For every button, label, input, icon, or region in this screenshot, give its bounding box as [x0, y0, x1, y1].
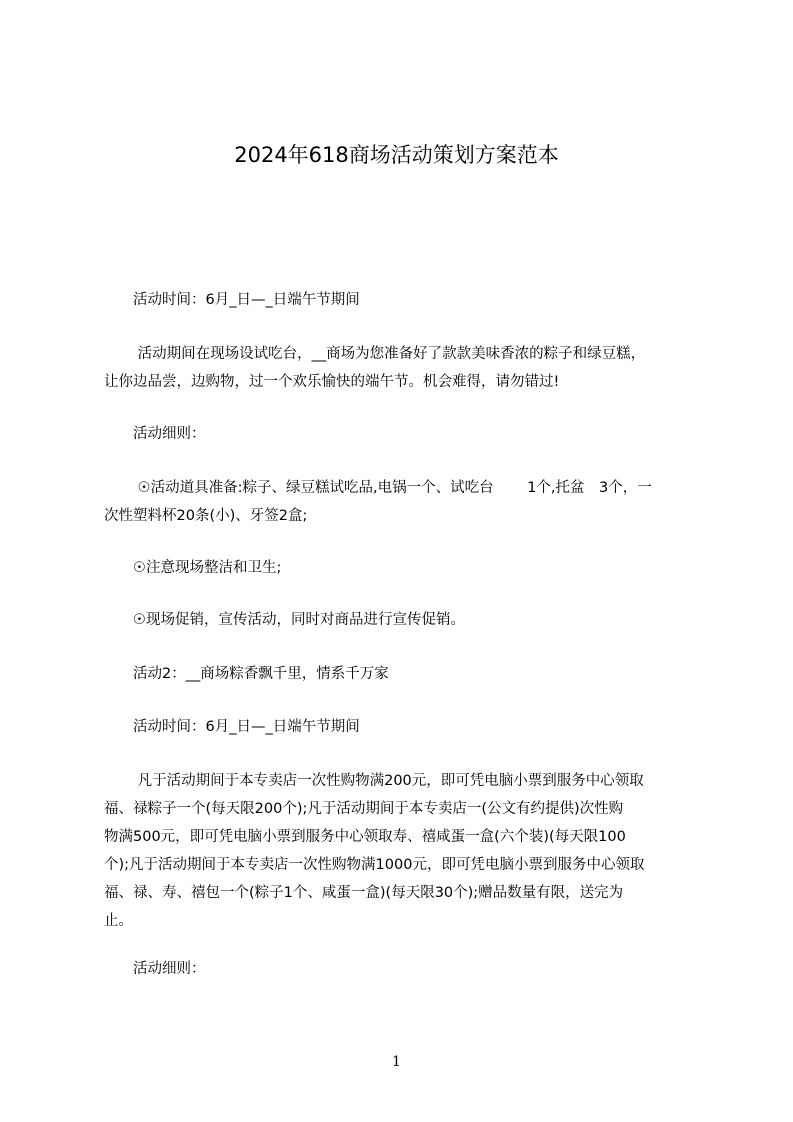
paragraph-activity-time — [104, 286, 698, 314]
paragraph-rules-heading-2 — [104, 955, 698, 983]
paragraph-activity-time-2 — [104, 713, 698, 741]
text-line: 活动2：__商场粽香飘千里，情系千万家 — [104, 666, 389, 682]
text-line: 物满500元，即可凭电脑小票到服务中心领取寿、禧咸蛋一盒(六个装)(每天限100 — [104, 829, 626, 845]
text-line: 福、禄粽子一个(每天限200个);凡于活动期间于本专卖店一(公文有约提供)次性购 — [104, 801, 624, 817]
text-line: 个);凡于活动期间于本专卖店一次性购物满1000元，即可凭电脑小票到服务中心领取 — [104, 857, 645, 873]
text-line: ☉注意现场整洁和卫生; — [104, 560, 282, 576]
text-line: 活动时间：6月_日—_日端午节期间 — [104, 719, 360, 735]
text-line: 凡于活动期间于本专卖店一次性购物满200元，即可凭电脑小票到服务中心领取 — [104, 773, 644, 789]
text-line: 活动期间在现场设试吃台，__商场为您准备好了款款美味香浓的粽子和绿豆糕， — [104, 346, 646, 362]
paragraph-gift-rules — [104, 767, 698, 935]
paragraph-activity-2 — [104, 660, 698, 688]
text-line: ☉现场促销，宣传活动，同时对商品进行宣传促销。 — [104, 612, 465, 628]
paragraph-activity-intro — [104, 340, 698, 396]
paragraph-promotion — [104, 606, 698, 634]
paragraph-hygiene — [104, 554, 698, 582]
paragraph-rules-heading — [104, 420, 698, 448]
document-title: 2024年618商场活动策划方案范本 — [234, 143, 559, 167]
paragraph-props — [104, 474, 698, 530]
page-number: 1 — [392, 1054, 401, 1070]
text-line: 次性塑料杯20条(小)、牙签2盒; — [104, 508, 308, 524]
text-line: 活动细则： — [104, 426, 206, 442]
text-line: ☉活动道具准备:粽子、绿豆糕试吃品,电锅一个、试吃台 1个,托盆 3个，一 — [104, 480, 652, 496]
text-line: 让你边品尝，边购物，过一个欢乐愉快的端午节。机会难得，请勿错过! — [104, 374, 560, 390]
text-line: 止。 — [104, 913, 133, 929]
text-line: 活动细则： — [104, 961, 206, 977]
text-line: 福、禄、寿、禧包一个(粽子1个、咸蛋一盒)(每天限30个);赠品数量有限，送完为 — [104, 885, 624, 901]
text-line: 活动时间：6月_日—_日端午节期间 — [104, 292, 360, 308]
